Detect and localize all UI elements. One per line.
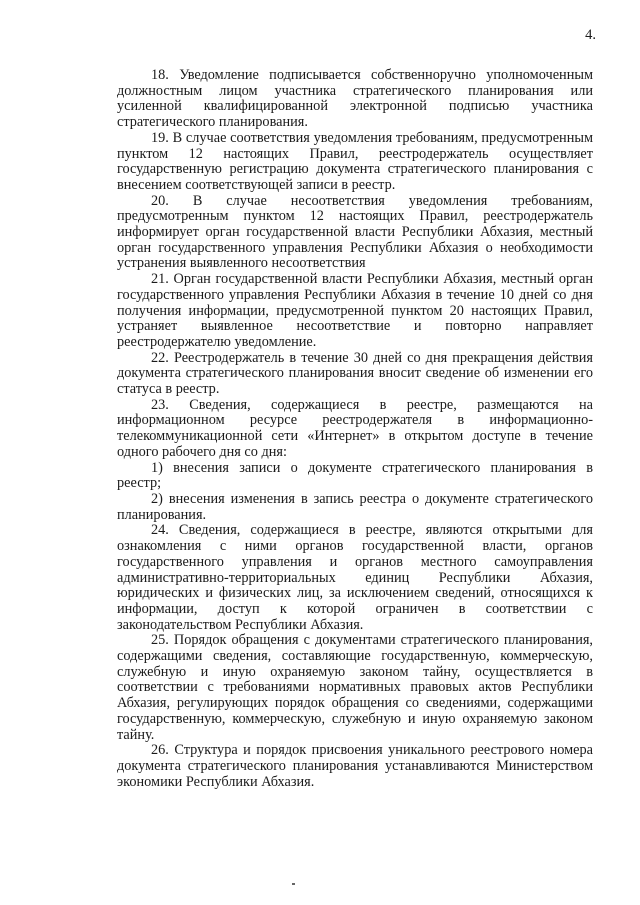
paragraph-23: 23. Сведения, содержащиеся в реестре, размещаются на информационном ресурсе реестродержателя в информационно-телекоммуникационной сети «Интернет» в открытом доступе в течение одного рабочего дня со дня: — [117, 396, 593, 460]
page-number: 4. — [585, 27, 596, 43]
paragraph-23-item-2: 2) внесения изменения в запись реестра о документе стратегического планирования. — [117, 490, 593, 523]
paragraph-21: 21. Орган государственной власти Республики Абхазия, местный орган государственного управления Республики Абхазия в течение 10 дней со дня получения информации, предусмотренной пунктом 20 настоящих Правил, устраняет выявленное несоответствие и повторно направляет реестродержателю уведомление. — [117, 271, 593, 350]
paragraph-25: 25. Порядок обращения с документами стратегического планирования, содержащими сведения, составляющие государственную, коммерческую, служебную и иную охраняемую законом тайну, осуществляется в соответствии с требованиями нормативных правовых актов Республики Абхазия, регулирующих порядок обращения со сведениями, содержащими государственную, коммерческую, служебную и иную охраняемую законом тайну. — [117, 632, 593, 743]
paragraph-23-item-1: 1) внесения записи о документе стратегического планирования в реестр; — [117, 459, 593, 492]
paragraph-26: 26. Структура и порядок присвоения уникального реестрового номера документа стратегического планирования устанавливаются Министерством экономики Республики Абхазия. — [117, 742, 593, 790]
paragraph-24: 24. Сведения, содержащиеся в реестре, являются открытыми для ознакомления с ними органов государственной власти, органов государственного управления и органов местного самоуправления административно-территориальных единиц Республики Абхазия, юридических и физических лиц, за исключением сведений, относящихся к информации, доступ к которой ограничен в соответствии с законодательством Республики Абхазия. — [117, 522, 593, 633]
paragraph-19: 19. В случае соответствия уведомления требованиям, предусмотренным пунктом 12 настоящих Правил, реестродержатель осуществляет государственную регистрацию документа стратегического планирования с внесением соответствующей записи в реестр. — [117, 129, 593, 193]
scan-speck — [292, 883, 295, 885]
paragraph-18: 18. Уведомление подписывается собственноручно уполномоченным должностным лицом участника стратегического планирования или усиленной квалифицированной электронной подписью участника стратегического планирования. — [117, 67, 593, 131]
document-body — [117, 68, 593, 790]
paragraph-20: 20. В случае несоответствия уведомления требованиям, предусмотренным пунктом 12 настоящих Правил, реестродержатель информирует орган государственной власти Республики Абхазия, местный орган государственного управления Республики Абхазия о необходимости устранения выявленного несоответствия — [117, 192, 593, 272]
paragraph-22: 22. Реестродержатель в течение 30 дней со дня прекращения действия документа стратегического планирования вносит сведение об изменении его статуса в реестр. — [117, 349, 593, 398]
